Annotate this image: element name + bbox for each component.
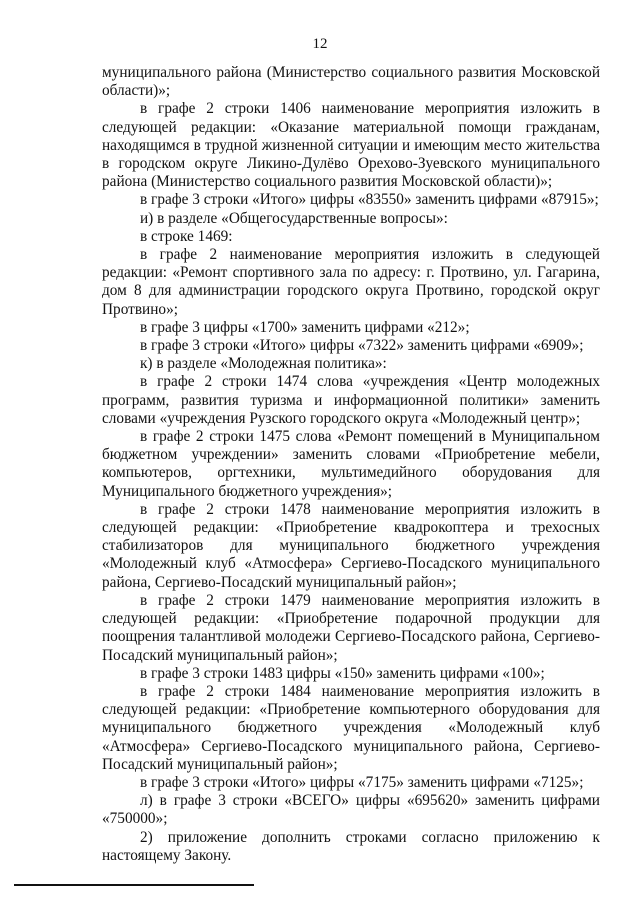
paragraph: в графе 2 строки 1484 наименование мероприятия изложить в следующей редакции: «Приобретение компьютерного оборудования для муниципального бюджетного учреждения «Молодежный клуб «Атмосфера» Сергиево-Посадского муниципального района, Сергиево-Посадский муниципальный район»; bbox=[102, 682, 600, 773]
paragraph: в графе 3 строки «Итого» цифры «83550» заменить цифрами «87915»; bbox=[140, 191, 599, 209]
paragraph: в графе 3 строки 1483 цифры «150» заменить цифрами «100»; bbox=[140, 664, 545, 682]
paragraph: к) в разделе «Молодежная политика»: bbox=[140, 355, 387, 373]
paragraph: 2) приложение дополнить строками согласно приложению к настоящему Закону. bbox=[102, 828, 600, 864]
paragraph: и) в разделе «Общегосударственные вопросы»: bbox=[140, 209, 448, 227]
paragraph: л) в графе 3 строки «ВСЕГО» цифры «695620» заменить цифрами «750000»; bbox=[102, 792, 600, 828]
paragraph: в графе 2 строки 1406 наименование мероприятия изложить в следующей редакции: «Оказание материальной помощи гражданам, находящимся в трудной жизненной ситуации и имеющим место жительства в городском округе Ликино-Дулёво Орехово-Зуевского муниципального района (Министерство социального развития Московской области)»; bbox=[102, 100, 600, 191]
paragraph: в графе 3 строки «Итого» цифры «7175» заменить цифрами «7125»; bbox=[140, 773, 584, 791]
paragraph: в графе 2 строки 1474 слова «учреждения «Центр молодежных программ, развития туризма и информационной политики» заменить словами «учреждения Рузского городского округа «Молодежный центр»; bbox=[102, 373, 600, 427]
footer-rule bbox=[14, 884, 254, 886]
paragraph: муниципального района (Министерство социального развития Московской области)»; bbox=[102, 64, 600, 100]
paragraph: в графе 3 цифры «1700» заменить цифрами «212»; bbox=[140, 318, 470, 336]
paragraph: в строке 1469: bbox=[140, 227, 233, 245]
paragraph: в графе 2 строки 1475 слова «Ремонт помещений в Муниципальном бюджетном учреждении» заменить словами «Приобретение мебели, компьютеров, оргтехники, мультимедийного оборудования для Муниципального бюджетного учреждения»; bbox=[102, 428, 600, 500]
paragraph: в графе 2 наименование мероприятия изложить в следующей редакции: «Ремонт спортивного зала по адресу: г. Протвино, ул. Гагарина, дом 8 для администрации городского округа Протвино, городской округ Протвино»; bbox=[102, 246, 600, 318]
document-body bbox=[102, 64, 600, 865]
page-number: 12 bbox=[312, 36, 328, 52]
paragraph: в графе 2 строки 1479 наименование мероприятия изложить в следующей редакции: «Приобретение подарочной продукции для поощрения талантливой молодежи Сергиево-Посадского района, Сергиево-Посадский муниципальный район»; bbox=[102, 591, 600, 664]
paragraph: в графе 2 строки 1478 наименование мероприятия изложить в следующей редакции: «Приобретение квадрокоптера и трехосных стабилизаторов для муниципального бюджетного учреждения «Молодежный клуб «Атмосфера» Сергиево-Посадского муниципального района, Сергиево-Посадский муниципальный район»; bbox=[102, 500, 600, 591]
paragraph: в графе 3 строки «Итого» цифры «7322» заменить цифрами «6909»; bbox=[140, 337, 584, 355]
